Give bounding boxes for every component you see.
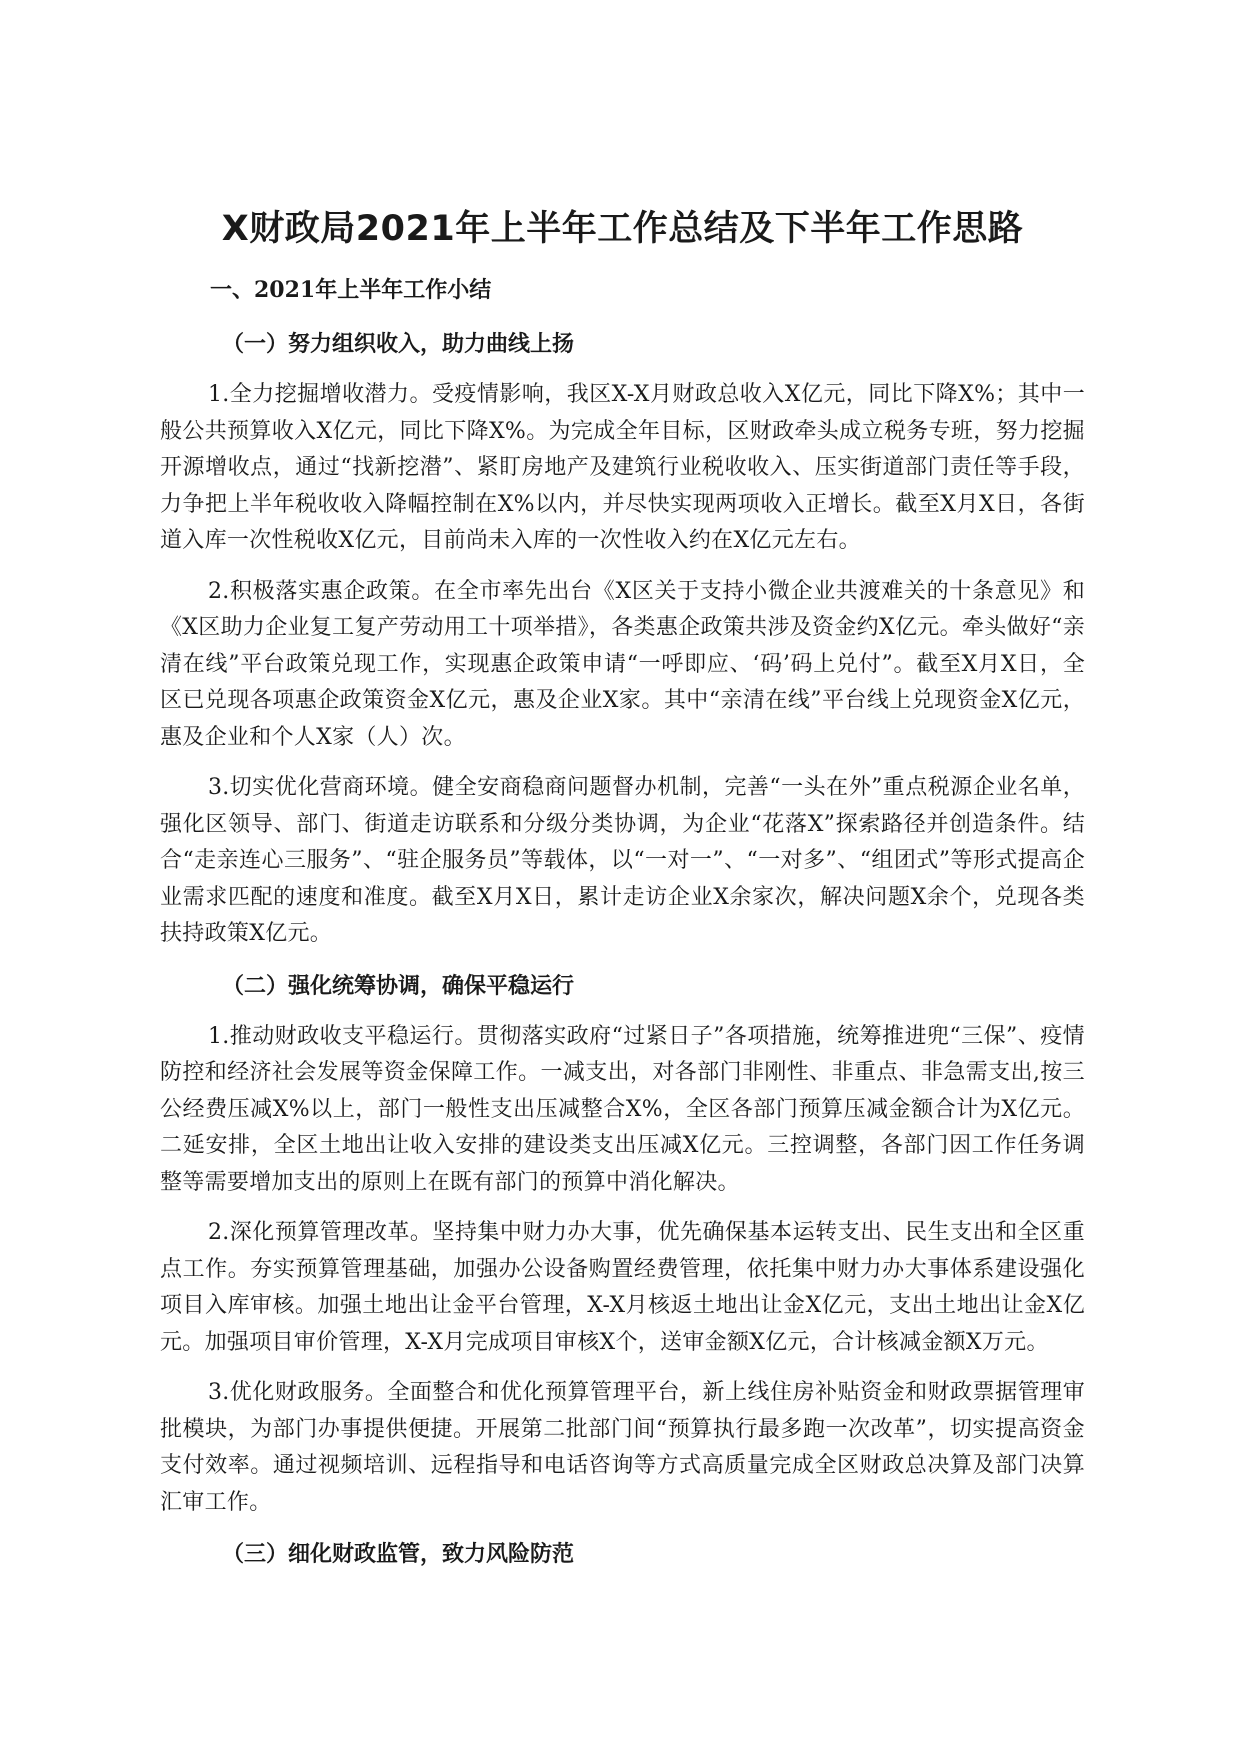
document-page <box>160 205 1085 1587</box>
paragraph-2-2: 2.深化预算管理改革。坚持集中财力办大事，优先确保基本运转支出、民生支出和全区重点工作。夯实预算管理基础，加强办公设备购置经费管理，依托集中财力办大事体系建设强化项目入库审核。加强土地出让金平台管理，X-X月核返土地出让金X亿元，支出土地出让金X亿元。加强项目审价管理，X-X月完成项目审核X个，送审金额X亿元，合计核减金额X万元。 <box>160 1220 1085 1355</box>
subsection-heading-3: （三）细化财政监管，致力风险防范 <box>222 1541 575 1567</box>
section-heading-1: 一、2021年上半年工作小结 <box>210 277 492 303</box>
paragraph-1-2: 2.积极落实惠企政策。在全市率先出台《X区关于支持小微企业共渡难关的十条意见》和《X区助力企业复工复产劳动用工十项举措》，各类惠企政策共涉及资金约X亿元。牵头做好“亲清在线”平台政策兑现工作，实现惠企政策申请“一呼即应、‘码’码上兑付”。截至X月X日，全区已兑现各项惠企政策资金X亿元，惠及企业X家。其中“亲清在线”平台线上兑现资金X亿元，惠及企业和个人X家（人）次。 <box>160 578 1085 750</box>
document-title: X财政局2021年上半年工作总结及下半年工作思路 <box>221 209 1024 249</box>
paragraph-2-1: 1.推动财政收支平稳运行。贯彻落实政府“过紧日子”各项措施，统筹推进兜“三保”、疫情防控和经济社会发展等资金保障工作。一减支出，对各部门非刚性、非重点、非急需支出,按三公经费压减X%以上，部门一般性支出压减整合X%，全区各部门预算压减金额合计为X亿元。二延安排，全区土地出让收入安排的建设类支出压减X亿元。三控调整，各部门因工作任务调整等需要增加支出的原则上在既有部门的预算中消化解决。 <box>160 1023 1085 1195</box>
subsection-heading-2: （二）强化统筹协调，确保平稳运行 <box>222 972 575 999</box>
paragraph-2-3: 3.优化财政服务。全面整合和优化预算管理平台，新上线住房补贴资金和财政票据管理审批模块，为部门办事提供便捷。开展第二批部门间“预算执行最多跑一次改革”，切实提高资金支付效率。通过视频培训、远程指导和电话咨询等方式高质量完成全区财政总决算及部门决算汇审工作。 <box>160 1380 1085 1515</box>
paragraph-1-3: 3.切实优化营商环境。健全安商稳商问题督办机制，完善“一头在外”重点税源企业名单，强化区领导、部门、街道走访联系和分级分类协调，为企业“花落X”探索路径并创造条件。结合“走亲连心三服务”、“驻企服务员”等载体，以“一对一”、“一对多”、“组团式”等形式提高企业需求匹配的速度和准度。截至X月X日，累计走访企业X余家次，解决问题X余个，兑现各类扶持政策X亿元。 <box>160 775 1085 946</box>
subsection-heading-1: （一）努力组织收入，助力曲线上扬 <box>222 331 575 357</box>
paragraph-1-1: 1.全力挖掘增收潜力。受疫情影响，我区X-X月财政总收入X亿元，同比下降X%；其中一般公共预算收入X亿元，同比下降X%。为完成全年目标，区财政牵头成立税务专班，努力挖掘开源增收点，通过“找新挖潜”、紧盯房地产及建筑行业税收收入、压实街道部门责任等手段，力争把上半年税收收入降幅控制在X%以内，并尽快实现两项收入正增长。截至X月X日，各街道入库一次性税收X亿元，目前尚未入库的一次性收入约在X亿元左右。 <box>160 382 1085 553</box>
